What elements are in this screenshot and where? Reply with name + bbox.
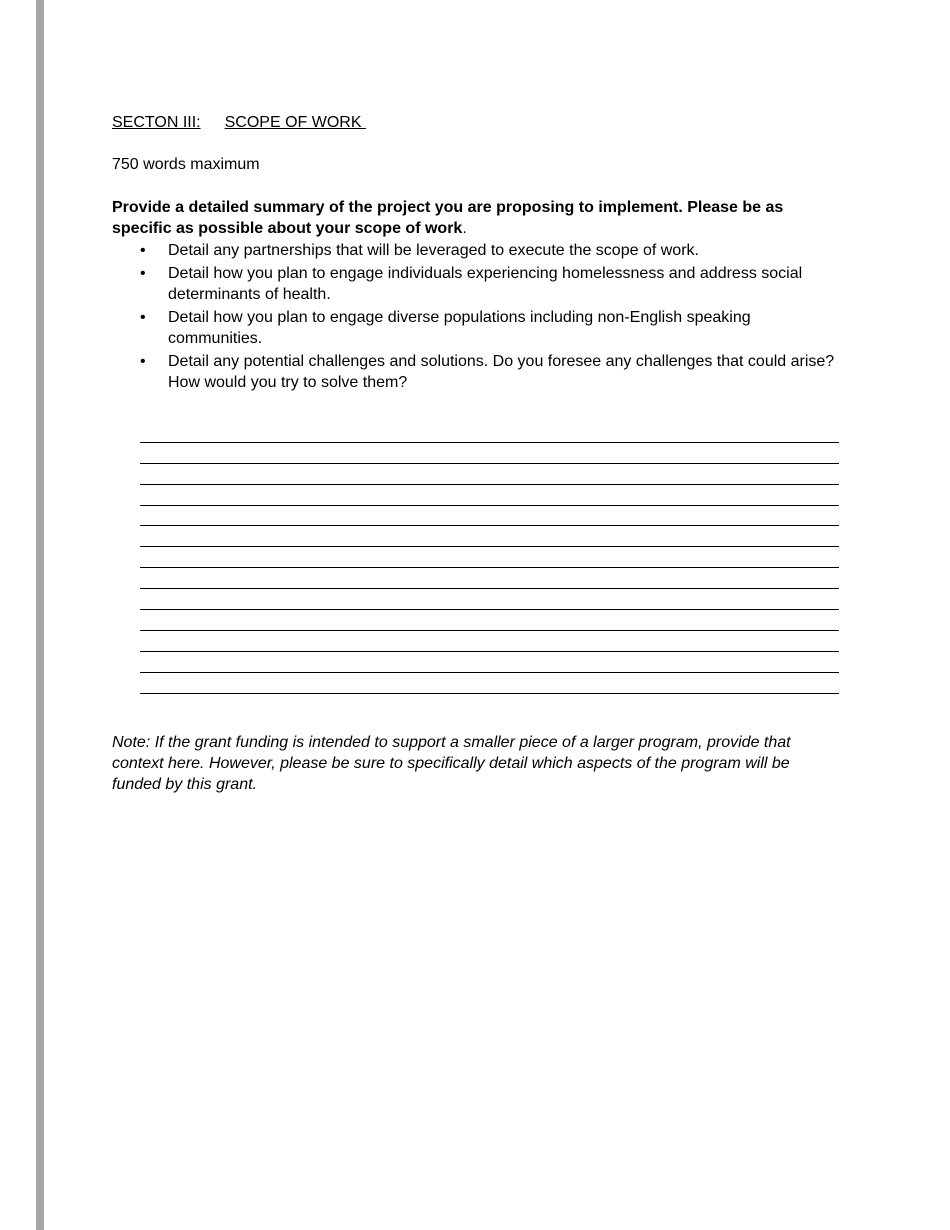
prompt-period: . <box>462 220 467 237</box>
answer-line[interactable] <box>140 589 839 610</box>
list-item <box>112 240 842 261</box>
list-item-text: Detail any partnerships that will be leveraged to execute the scope of work. <box>168 242 699 259</box>
list-item <box>112 307 842 349</box>
answer-line[interactable] <box>140 631 839 652</box>
list-item-text: Detail any potential challenges and solutions. Do you foresee any challenges that could arise? How would you try to solve them? <box>168 353 835 391</box>
bullet-icon: • <box>140 265 146 282</box>
answer-line[interactable] <box>140 422 839 443</box>
answer-line[interactable] <box>140 526 839 547</box>
answer-line[interactable] <box>140 506 839 527</box>
list-item <box>112 351 842 393</box>
section-title: SCOPE OF WORK <box>224 114 362 131</box>
bullet-icon: • <box>140 242 146 259</box>
answer-line[interactable] <box>140 443 839 464</box>
bullet-icon: • <box>140 353 146 370</box>
funding-note: Note: If the grant funding is intended to support a smaller piece of a larger program, provide that context here. However, please be sure to specifically detail which aspects of the program will be funded by this grant. <box>112 734 791 793</box>
answer-line[interactable] <box>140 610 839 631</box>
word-limit: 750 words maximum <box>112 156 260 173</box>
guidance-list <box>112 240 842 395</box>
bullet-icon: • <box>140 309 146 326</box>
section-heading <box>112 112 366 134</box>
list-item-text: Detail how you plan to engage individuals experiencing homelessness and address social determinants of health. <box>168 265 803 303</box>
answer-line[interactable] <box>140 673 839 694</box>
page-margin-bar <box>36 0 44 1230</box>
prompt-text: Provide a detailed summary of the project you are proposing to implement. Please be as specific as possible about your scope of work <box>112 199 784 237</box>
list-item <box>112 263 842 305</box>
answer-line[interactable] <box>140 652 839 673</box>
answer-line[interactable] <box>140 464 839 485</box>
prompt-instructions <box>112 197 837 239</box>
answer-area[interactable] <box>140 422 839 694</box>
section-number: SECTON III: <box>112 114 201 131</box>
answer-line[interactable] <box>140 485 839 506</box>
answer-line[interactable] <box>140 547 839 568</box>
answer-line[interactable] <box>140 568 839 589</box>
list-item-text: Detail how you plan to engage diverse populations including non-English speaking communities. <box>168 309 751 347</box>
